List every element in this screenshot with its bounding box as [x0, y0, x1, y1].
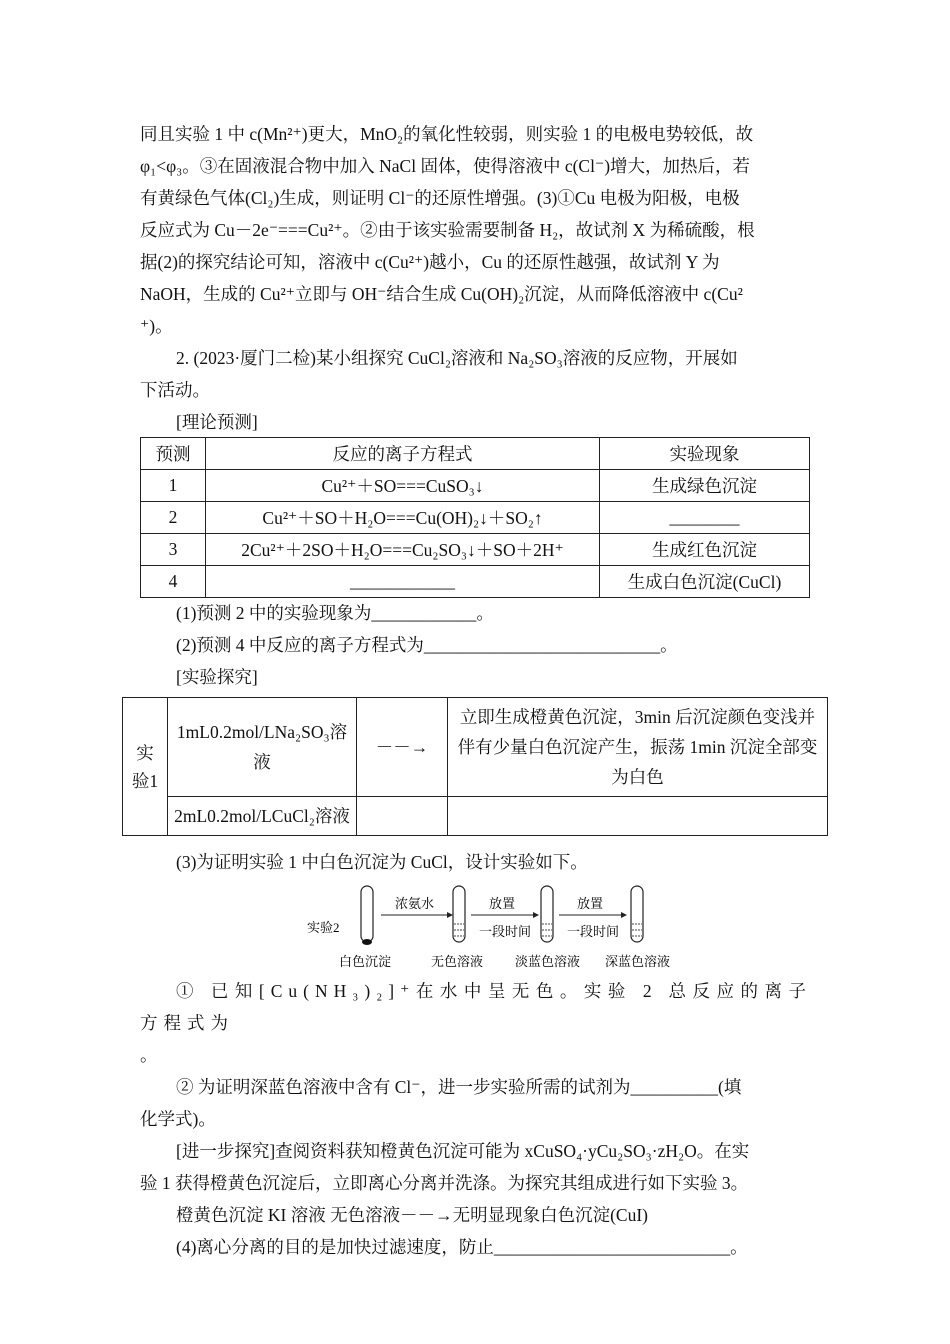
arrow-head-icon: [447, 912, 453, 918]
step-label: 放置: [577, 896, 604, 911]
row-number: 4: [141, 566, 206, 598]
prediction-table: [140, 437, 810, 598]
intro-line: NaOH，生成的 Cu²⁺立即与 OH⁻结合生成 Cu(OH)₂沉淀，从而降低溶液中 c(Cu²: [140, 284, 743, 304]
intro-line: 同且实验 1 中 c(Mn²⁺)更大，MnO₂的氧化性较弱，则实验 1 的电极电势较低，故: [140, 124, 754, 144]
intro-line: ⁺)。: [140, 316, 173, 336]
tube-label: 深蓝色溶液: [605, 954, 671, 969]
step-label: 放置: [489, 896, 516, 911]
experiment-3: 橙黄色沉淀 KI 溶液 无色溶液－－→无明显现象白色沉淀(CuI): [176, 1205, 648, 1225]
further-line: 验 1 获得橙黄色沉淀后，立即离心分离并洗涤。为探究其组成进行如下实验 3。: [140, 1173, 749, 1193]
row-observation-blank[interactable]: ________: [600, 502, 810, 534]
result-text: 立即生成橙黄色沉淀，3min 后沉淀颜色变浅并伴有少量白色沉淀产生，振荡 1min 沉淀全部变为白色: [448, 698, 828, 797]
row-observation: 生成红色沉淀: [600, 534, 810, 566]
header-cell: 实验现象: [600, 438, 810, 470]
row-observation: 生成白色沉淀(CuCl): [600, 566, 810, 598]
header-cell: 反应的离子方程式: [206, 438, 600, 470]
row-number: 3: [141, 534, 206, 566]
question-stem: 下活动。: [140, 380, 210, 400]
question-3-text: (3)为证明实验 1 中白色沉淀为 CuCl，设计实验如下。: [176, 852, 588, 872]
table-row: [141, 566, 810, 598]
reagent-2: 2mL0.2mol/LCuCl₂溶液: [168, 797, 357, 836]
question-3b: ② 为证明深蓝色溶液中含有 Cl⁻，进一步实验所需的试剂为__________(填: [176, 1077, 742, 1097]
table-row: [123, 797, 828, 836]
table-header-row: [141, 438, 810, 470]
row-equation: 2Cu²⁺＋2SO＋H₂O===Cu₂SO₃↓＋SO＋2H⁺: [206, 534, 600, 566]
row-number: 2: [141, 502, 206, 534]
row-equation: Cu²⁺＋SO===CuSO₃↓: [206, 470, 600, 502]
question-3a: ① 已知[Cu(NH₃)₂]⁺在水中呈无色。实验 2 总反应的离子方程式为: [140, 981, 812, 1033]
arrow: －－→: [357, 698, 448, 797]
lower-section: [140, 975, 812, 1263]
step-label: 一段时间: [567, 924, 620, 939]
table-row: [123, 698, 828, 797]
tube-label: 白色沉淀: [339, 954, 392, 969]
intro-paragraph: [140, 118, 812, 438]
intro-line: 反应式为 Cu－2e⁻===Cu²⁺。②由于该实验需要制备 H₂，故试剂 X 为稀硫酸，根: [140, 220, 755, 240]
test-tube-icon: [361, 886, 373, 945]
table-row: [141, 470, 810, 502]
theory-label: [理论预测]: [176, 412, 258, 432]
reagent-1: 1mL0.2mol/LNa₂SO₃溶液: [168, 698, 357, 797]
intro-line: 据(2)的探究结论可知，溶液中 c(Cu²⁺)越小，Cu 的还原性越强，故试剂 Y 为: [140, 252, 720, 272]
experiment-label: 实验1: [123, 698, 168, 836]
diagram-exp-label: 实验2: [307, 920, 340, 935]
empty-cell: [448, 797, 828, 836]
questions-1-2: [140, 597, 812, 693]
question-3: [140, 846, 812, 878]
tube-label: 淡蓝色溶液: [515, 954, 581, 969]
experiment-2-diagram: [305, 880, 685, 970]
row-equation: Cu²⁺＋SO＋H₂O===Cu(OH)₂↓＋SO₂↑: [206, 502, 600, 534]
question-2: (2)预测 4 中反应的离子方程式为___________________________。: [176, 635, 678, 655]
question-4: (4)离心分离的目的是加快过滤速度，防止___________________________。: [176, 1237, 748, 1257]
test-tube-icon: [453, 886, 465, 942]
step-label: 浓氨水: [395, 896, 435, 911]
explore-label: [实验探究]: [176, 667, 258, 687]
header-cell: 预测: [141, 438, 206, 470]
arrow-head-icon: [621, 912, 627, 918]
row-number: 1: [141, 470, 206, 502]
question-3a-end: 。: [140, 1045, 158, 1065]
tube-label: 无色溶液: [431, 954, 484, 969]
row-observation: 生成绿色沉淀: [600, 470, 810, 502]
question-stem: 2. (2023·厦门二检)某小组探究 CuCl₂溶液和 Na₂SO₃溶液的反应物，开展如: [176, 348, 738, 368]
step-label: 一段时间: [479, 924, 532, 939]
test-tube-icon: [631, 886, 643, 942]
intro-line: 有黄绿色气体(Cl₂)生成，则证明 Cl⁻的还原性增强。(3)①Cu 电极为阳极，电极: [140, 188, 740, 208]
question-3b-end: 化学式)。: [140, 1109, 216, 1129]
test-tube-icon: [541, 886, 553, 942]
further-line: [进一步探究]查阅资料获知橙黄色沉淀可能为 xCuSO₄·yCu₂SO₃·zH₂O。在实: [176, 1141, 750, 1161]
table-row: [141, 502, 810, 534]
arrow-head-icon: [533, 912, 539, 918]
intro-line: φ₁<φ₃。③在固液混合物中加入 NaCl 固体，使得溶液中 c(Cl⁻)增大，加热后，若: [140, 156, 751, 176]
row-equation-blank[interactable]: ____________: [206, 566, 600, 598]
question-1: (1)预测 2 中的实验现象为____________。: [176, 603, 494, 623]
empty-cell: [357, 797, 448, 836]
experiment-table: [122, 697, 828, 836]
table-row: [141, 534, 810, 566]
